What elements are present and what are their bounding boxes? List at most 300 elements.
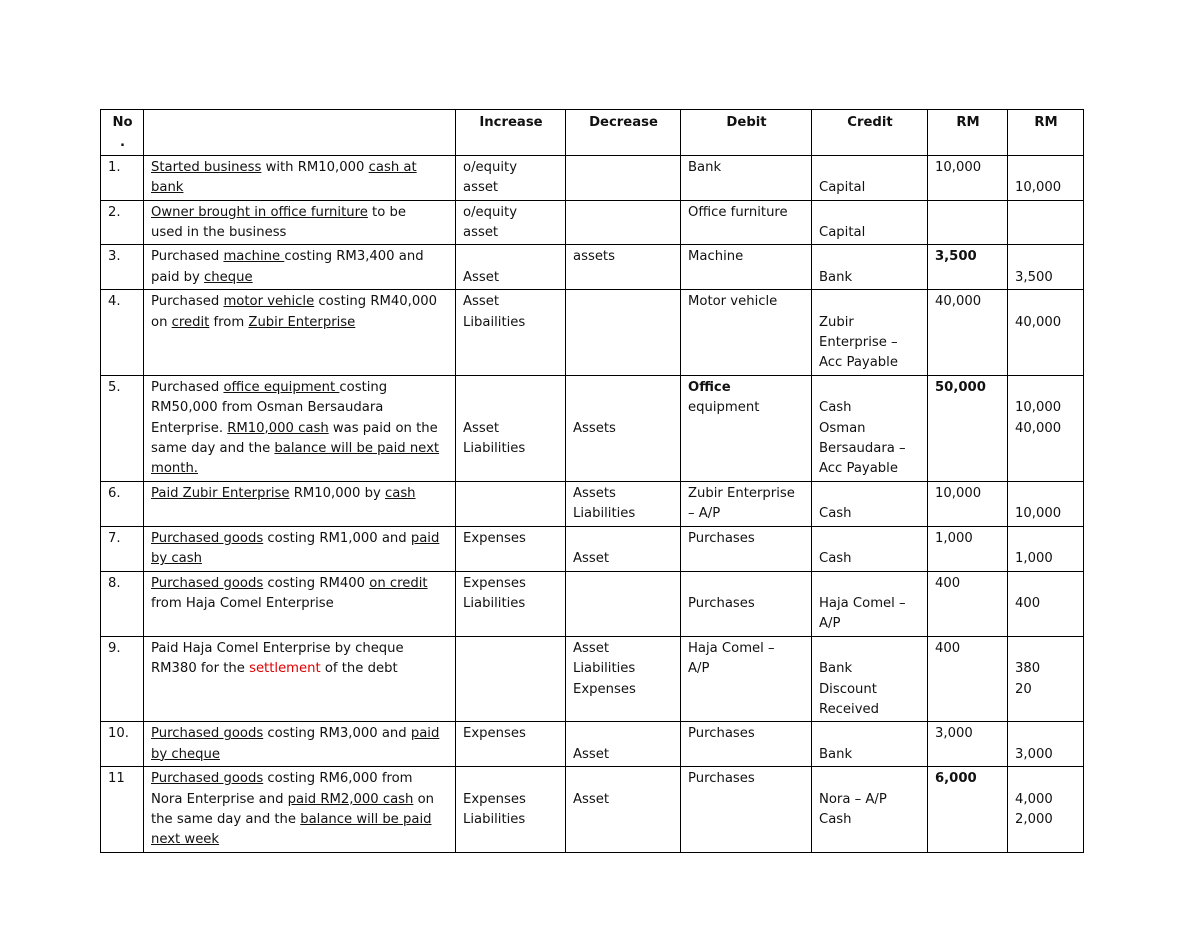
rm-debit-cell xyxy=(928,245,1008,290)
entry-number: 8. xyxy=(101,571,144,636)
entry-number: 5. xyxy=(101,375,144,481)
debit-account-line: Machine xyxy=(688,249,744,265)
rm-credit-cell-line: 4,000 xyxy=(1015,791,1053,807)
description-text: Zubir Enterprise xyxy=(248,314,356,330)
description-text: from xyxy=(209,314,249,330)
description-line xyxy=(151,549,449,569)
debit-account-line: Zubir Enterprise xyxy=(688,485,795,501)
increase-cell-line: Expenses xyxy=(463,791,526,807)
description-text: Purchased goods xyxy=(151,575,264,591)
increase-cell-line: Liabilities xyxy=(463,595,526,611)
description-text: balance will be paid next xyxy=(274,441,440,457)
table-row xyxy=(101,767,1084,853)
rm-debit-amount: 6,000 xyxy=(935,771,977,787)
increase-cell-line: Expenses xyxy=(463,530,526,546)
description-line xyxy=(151,353,449,373)
description-line xyxy=(151,724,449,744)
decrease-cell xyxy=(566,200,681,245)
table-row xyxy=(101,526,1084,571)
description-text: RM50,000 from Osman Bersaudara xyxy=(151,400,384,416)
rm-credit-cell-line: 10,000 xyxy=(1015,400,1062,416)
description-text: by cheque xyxy=(151,746,220,762)
entry-description xyxy=(144,200,456,245)
description-text: Purchased xyxy=(151,294,224,310)
rm-credit-cell-line: 380 xyxy=(1015,661,1041,677)
rm-debit-cell xyxy=(928,155,1008,200)
debit-account-cell xyxy=(681,571,812,636)
description-text: Paid Zubir Enterprise xyxy=(151,485,290,501)
rm-debit-amount: 10,000 xyxy=(935,485,982,501)
entry-number: 1. xyxy=(101,155,144,200)
rm-debit-amount: 400 xyxy=(935,640,961,656)
debit-account-line: Purchases xyxy=(688,726,755,742)
decrease-cell-line xyxy=(573,769,674,789)
description-line xyxy=(151,680,449,700)
rm-credit-cell-line xyxy=(1015,574,1077,594)
rm-debit-cell xyxy=(928,767,1008,853)
description-line xyxy=(151,223,449,243)
increase-cell xyxy=(456,571,566,636)
rm-debit-cell xyxy=(928,481,1008,526)
description-text: of the debt xyxy=(320,661,398,677)
credit-account-cell-line: Cash xyxy=(819,811,852,827)
description-text: costing RM3,000 and xyxy=(263,726,411,742)
decrease-cell-line: Liabilities xyxy=(573,661,636,677)
header-decrease: Decrease xyxy=(566,110,681,156)
credit-account-cell-line xyxy=(819,484,921,504)
description-text: was paid on the xyxy=(328,420,438,436)
table-row xyxy=(101,722,1084,767)
credit-account-cell-line: Bank xyxy=(819,269,853,285)
description-line xyxy=(151,268,449,288)
description-line xyxy=(151,659,449,679)
entry-number: 4. xyxy=(101,290,144,376)
credit-account-cell-line: Cash xyxy=(819,506,852,522)
rm-debit-amount: 40,000 xyxy=(935,294,982,310)
rm-credit-cell xyxy=(1008,200,1084,245)
increase-cell xyxy=(456,636,566,722)
increase-cell-line: Asset xyxy=(463,420,500,436)
rm-credit-cell-line xyxy=(1015,378,1077,398)
debit-account-line: Purchases xyxy=(688,530,755,546)
credit-account-cell-line: Received xyxy=(819,701,879,717)
debit-account-cell xyxy=(681,481,812,526)
credit-account-cell-line: Cash xyxy=(819,551,852,567)
credit-account-cell-line xyxy=(819,574,921,594)
description-line xyxy=(151,639,449,659)
header-rm-credit: RM xyxy=(1008,110,1084,156)
rm-credit-cell-line xyxy=(1015,292,1077,312)
credit-account-cell-line xyxy=(819,292,921,312)
description-line xyxy=(151,292,449,312)
decrease-cell-line: Asset xyxy=(573,640,610,656)
description-text: paid xyxy=(410,530,440,546)
description-line xyxy=(151,203,449,223)
rm-debit-cell xyxy=(928,571,1008,636)
description-line xyxy=(151,810,449,830)
credit-account-cell-line: Bank xyxy=(819,661,853,677)
decrease-cell xyxy=(566,636,681,722)
description-line xyxy=(151,333,449,353)
entry-description xyxy=(144,571,456,636)
rm-debit-cell xyxy=(928,375,1008,481)
description-line xyxy=(151,247,449,267)
credit-account-cell-line: Nora – A/P xyxy=(819,791,887,807)
description-line xyxy=(151,790,449,810)
decrease-cell-line: Asset xyxy=(573,791,610,807)
decrease-cell-line: Asset xyxy=(573,746,610,762)
description-text: settlement xyxy=(249,661,321,677)
description-text: cash xyxy=(384,485,416,501)
table-row xyxy=(101,290,1084,376)
description-text: Owner brought in office furniture xyxy=(151,204,368,220)
rm-debit-amount: 10,000 xyxy=(935,159,982,175)
entry-number: 2. xyxy=(101,200,144,245)
table-row xyxy=(101,375,1084,481)
credit-account-cell-line: Zubir xyxy=(819,314,854,330)
description-line xyxy=(151,700,449,720)
credit-account-cell xyxy=(812,290,928,376)
credit-account-cell-line xyxy=(819,203,921,223)
rm-debit-amount: 50,000 xyxy=(935,379,986,395)
description-text: motor vehicle xyxy=(223,294,315,310)
description-line xyxy=(151,178,449,198)
description-text: Purchased goods xyxy=(151,771,264,787)
description-text: with RM10,000 xyxy=(261,159,369,175)
rm-credit-cell-line: 1,000 xyxy=(1015,551,1053,567)
rm-credit-cell xyxy=(1008,290,1084,376)
increase-cell-line: Liabilities xyxy=(463,441,526,457)
description-text: Nora Enterprise and xyxy=(151,791,288,807)
header-credit: Credit xyxy=(812,110,928,156)
credit-account-cell xyxy=(812,636,928,722)
debit-account-cell xyxy=(681,200,812,245)
table-row xyxy=(101,245,1084,290)
description-line xyxy=(151,574,449,594)
rm-credit-cell-line: 3,500 xyxy=(1015,269,1053,285)
header-row xyxy=(101,110,1084,156)
credit-account-cell-line: Discount xyxy=(819,681,877,697)
decrease-cell xyxy=(566,481,681,526)
description-text: same day and the xyxy=(151,441,275,457)
rm-credit-cell-line: 40,000 xyxy=(1015,420,1062,436)
debit-account-line: Office xyxy=(688,379,731,395)
increase-cell-line: asset xyxy=(463,225,499,241)
decrease-cell-line: Liabilities xyxy=(573,506,636,522)
credit-account-cell-line: Capital xyxy=(819,180,866,196)
decrease-cell xyxy=(566,722,681,767)
increase-cell-line: o/equity xyxy=(463,159,517,175)
description-text: on xyxy=(413,791,435,807)
entry-number: 7. xyxy=(101,526,144,571)
credit-account-cell-line xyxy=(819,158,921,178)
credit-account-cell-line: Bersaudara – xyxy=(819,441,906,457)
description-text: machine xyxy=(223,249,285,265)
credit-account-cell xyxy=(812,571,928,636)
credit-account-cell-line: Acc Payable xyxy=(819,461,898,477)
description-line xyxy=(151,398,449,418)
increase-cell-line xyxy=(463,378,559,398)
credit-account-cell xyxy=(812,200,928,245)
debit-account-line: Purchases xyxy=(688,595,755,611)
decrease-cell-line xyxy=(573,724,674,744)
increase-cell xyxy=(456,245,566,290)
debit-account-line: Office furniture xyxy=(688,204,788,220)
decrease-cell xyxy=(566,571,681,636)
debit-account-cell xyxy=(681,767,812,853)
header-no-line2: . xyxy=(119,135,125,151)
table-row xyxy=(101,571,1084,636)
header-debit: Debit xyxy=(681,110,812,156)
description-text: on credit xyxy=(369,575,428,591)
rm-credit-cell xyxy=(1008,155,1084,200)
entry-description xyxy=(144,526,456,571)
increase-cell-line: Expenses xyxy=(463,575,526,591)
debit-account-line: Haja Comel – xyxy=(688,640,775,656)
rm-debit-cell xyxy=(928,526,1008,571)
entry-number: 11 xyxy=(101,767,144,853)
increase-cell-line: Liabilities xyxy=(463,811,526,827)
debit-account-cell xyxy=(681,245,812,290)
decrease-cell xyxy=(566,290,681,376)
decrease-cell xyxy=(566,155,681,200)
header-no-line1: No xyxy=(112,115,133,130)
description-text: the same day and the xyxy=(151,811,301,827)
debit-account-line xyxy=(688,574,805,594)
rm-credit-cell xyxy=(1008,375,1084,481)
description-line xyxy=(151,484,449,504)
decrease-cell xyxy=(566,526,681,571)
rm-credit-cell-line xyxy=(1015,158,1077,178)
description-text: costing RM3,400 and xyxy=(284,249,424,265)
increase-cell-line: Asset xyxy=(463,269,500,285)
description-text: credit xyxy=(171,314,210,330)
entry-number: 9. xyxy=(101,636,144,722)
credit-account-cell xyxy=(812,526,928,571)
increase-cell-line: o/equity xyxy=(463,204,517,220)
description-text: costing RM6,000 from xyxy=(263,771,413,787)
rm-credit-cell xyxy=(1008,481,1084,526)
description-text: to be xyxy=(367,204,406,220)
rm-debit-amount: 3,000 xyxy=(935,726,973,742)
credit-account-cell xyxy=(812,722,928,767)
credit-account-cell xyxy=(812,481,928,526)
description-text: cheque xyxy=(204,269,253,285)
debit-account-cell xyxy=(681,155,812,200)
increase-cell xyxy=(456,767,566,853)
entry-number: 6. xyxy=(101,481,144,526)
header-description xyxy=(144,110,456,156)
rm-credit-cell xyxy=(1008,245,1084,290)
debit-account-line: equipment xyxy=(688,400,760,416)
description-text: RM380 for the xyxy=(151,661,250,677)
increase-cell-line: Expenses xyxy=(463,726,526,742)
decrease-cell xyxy=(566,375,681,481)
debit-account-cell xyxy=(681,375,812,481)
description-line xyxy=(151,313,449,333)
description-line xyxy=(151,158,449,178)
rm-credit-cell-line: 400 xyxy=(1015,595,1041,611)
credit-account-cell xyxy=(812,375,928,481)
rm-credit-cell xyxy=(1008,722,1084,767)
credit-account-cell-line xyxy=(819,724,921,744)
entry-number: 10. xyxy=(101,722,144,767)
rm-credit-cell-line: 2,000 xyxy=(1015,811,1053,827)
description-line xyxy=(151,614,449,634)
decrease-cell-line xyxy=(573,529,674,549)
entry-description xyxy=(144,636,456,722)
decrease-cell-line: Assets xyxy=(573,485,616,501)
description-text: RM10,000 cash xyxy=(227,420,329,436)
description-text: on xyxy=(151,314,172,330)
increase-cell xyxy=(456,375,566,481)
increase-cell-line xyxy=(463,398,559,418)
debit-account-line: A/P xyxy=(688,661,710,677)
entry-number: 3. xyxy=(101,245,144,290)
credit-account-cell xyxy=(812,155,928,200)
entry-description xyxy=(144,767,456,853)
increase-cell-line: Libailities xyxy=(463,314,526,330)
increase-cell xyxy=(456,722,566,767)
decrease-cell-line: Assets xyxy=(573,420,616,436)
credit-account-cell xyxy=(812,245,928,290)
description-text: costing RM1,000 and xyxy=(263,530,411,546)
debit-account-line: – A/P xyxy=(688,506,721,522)
entry-description xyxy=(144,245,456,290)
description-text: Enterprise. xyxy=(151,420,228,436)
rm-credit-cell-line xyxy=(1015,639,1077,659)
rm-debit-cell xyxy=(928,200,1008,245)
credit-account-cell xyxy=(812,767,928,853)
description-text: Purchased goods xyxy=(151,726,264,742)
description-text: costing xyxy=(339,379,388,395)
rm-debit-cell xyxy=(928,722,1008,767)
credit-account-cell-line xyxy=(819,639,921,659)
debit-account-cell xyxy=(681,722,812,767)
debit-account-cell xyxy=(681,526,812,571)
credit-account-cell-line: Enterprise – xyxy=(819,335,898,351)
credit-account-cell-line: Cash xyxy=(819,400,852,416)
decrease-cell-line: Asset xyxy=(573,551,610,567)
rm-credit-cell xyxy=(1008,526,1084,571)
description-text: next week xyxy=(151,832,220,848)
header-increase: Increase xyxy=(456,110,566,156)
debit-account-cell xyxy=(681,636,812,722)
increase-cell xyxy=(456,526,566,571)
description-text: cash at xyxy=(368,159,417,175)
entry-description xyxy=(144,290,456,376)
entry-description xyxy=(144,722,456,767)
table-row xyxy=(101,481,1084,526)
description-line xyxy=(151,459,449,479)
table-row xyxy=(101,155,1084,200)
decrease-cell xyxy=(566,767,681,853)
decrease-cell xyxy=(566,245,681,290)
description-text: month. xyxy=(151,461,198,477)
credit-account-cell-line: Capital xyxy=(819,225,866,241)
rm-credit-cell-line: 3,000 xyxy=(1015,746,1053,762)
increase-cell xyxy=(456,290,566,376)
credit-account-cell-line: Osman xyxy=(819,420,866,436)
description-line xyxy=(151,378,449,398)
credit-account-cell-line: Bank xyxy=(819,746,853,762)
credit-account-cell-line xyxy=(819,769,921,789)
description-line xyxy=(151,594,449,614)
description-line xyxy=(151,745,449,765)
rm-credit-cell-line xyxy=(1015,769,1077,789)
rm-debit-cell xyxy=(928,636,1008,722)
description-text: by cash xyxy=(151,551,202,567)
credit-account-cell-line: Acc Payable xyxy=(819,355,898,371)
entry-description xyxy=(144,375,456,481)
description-text: Paid Haja Comel Enterprise by cheque xyxy=(151,640,404,656)
rm-credit-cell xyxy=(1008,767,1084,853)
debit-account-cell xyxy=(681,290,812,376)
description-text: Started business xyxy=(151,159,262,175)
rm-credit-cell-line xyxy=(1015,484,1077,504)
description-text: Purchased xyxy=(151,379,224,395)
entry-description xyxy=(144,155,456,200)
decrease-cell-line: Expenses xyxy=(573,681,636,697)
journal-entry-table xyxy=(100,109,1084,853)
increase-cell-line xyxy=(463,247,559,267)
decrease-cell-line: assets xyxy=(573,249,615,265)
description-line xyxy=(151,830,449,850)
credit-account-cell-line xyxy=(819,378,921,398)
description-text: RM10,000 by xyxy=(289,485,385,501)
credit-account-cell-line: Haja Comel – xyxy=(819,595,906,611)
rm-credit-cell-line: 10,000 xyxy=(1015,506,1062,522)
description-line xyxy=(151,769,449,789)
rm-credit-cell-line xyxy=(1015,724,1077,744)
rm-credit-cell-line: 40,000 xyxy=(1015,314,1062,330)
description-text: from Haja Comel Enterprise xyxy=(151,595,334,611)
rm-debit-amount: 3,500 xyxy=(935,249,977,265)
rm-debit-amount: 400 xyxy=(935,575,961,591)
description-line xyxy=(151,529,449,549)
description-text: costing RM400 xyxy=(263,575,370,591)
description-text: balance will be paid xyxy=(300,811,432,827)
increase-cell xyxy=(456,155,566,200)
description-text: paid xyxy=(410,726,440,742)
description-text: costing RM40,000 xyxy=(314,294,438,310)
description-text: used in the business xyxy=(151,225,287,241)
increase-cell xyxy=(456,481,566,526)
decrease-cell-line xyxy=(573,398,674,418)
header-no xyxy=(101,110,144,156)
debit-account-line: Motor vehicle xyxy=(688,294,778,310)
description-text: Purchased xyxy=(151,249,224,265)
increase-cell-line: asset xyxy=(463,180,499,196)
credit-account-cell-line xyxy=(819,247,921,267)
rm-credit-cell-line xyxy=(1015,529,1077,549)
rm-debit-cell xyxy=(928,290,1008,376)
description-text: paid by xyxy=(151,269,205,285)
rm-credit-cell-line xyxy=(1015,247,1077,267)
table-row xyxy=(101,200,1084,245)
description-line xyxy=(151,439,449,459)
debit-account-line: Purchases xyxy=(688,771,755,787)
increase-cell-line xyxy=(463,769,559,789)
increase-cell-line: Asset xyxy=(463,294,500,310)
description-text: Purchased goods xyxy=(151,530,264,546)
credit-account-cell-line: A/P xyxy=(819,616,841,632)
rm-credit-cell xyxy=(1008,636,1084,722)
description-text: bank xyxy=(151,180,184,196)
header-rm-debit: RM xyxy=(928,110,1008,156)
debit-account-line: Bank xyxy=(688,159,722,175)
table-row xyxy=(101,636,1084,722)
